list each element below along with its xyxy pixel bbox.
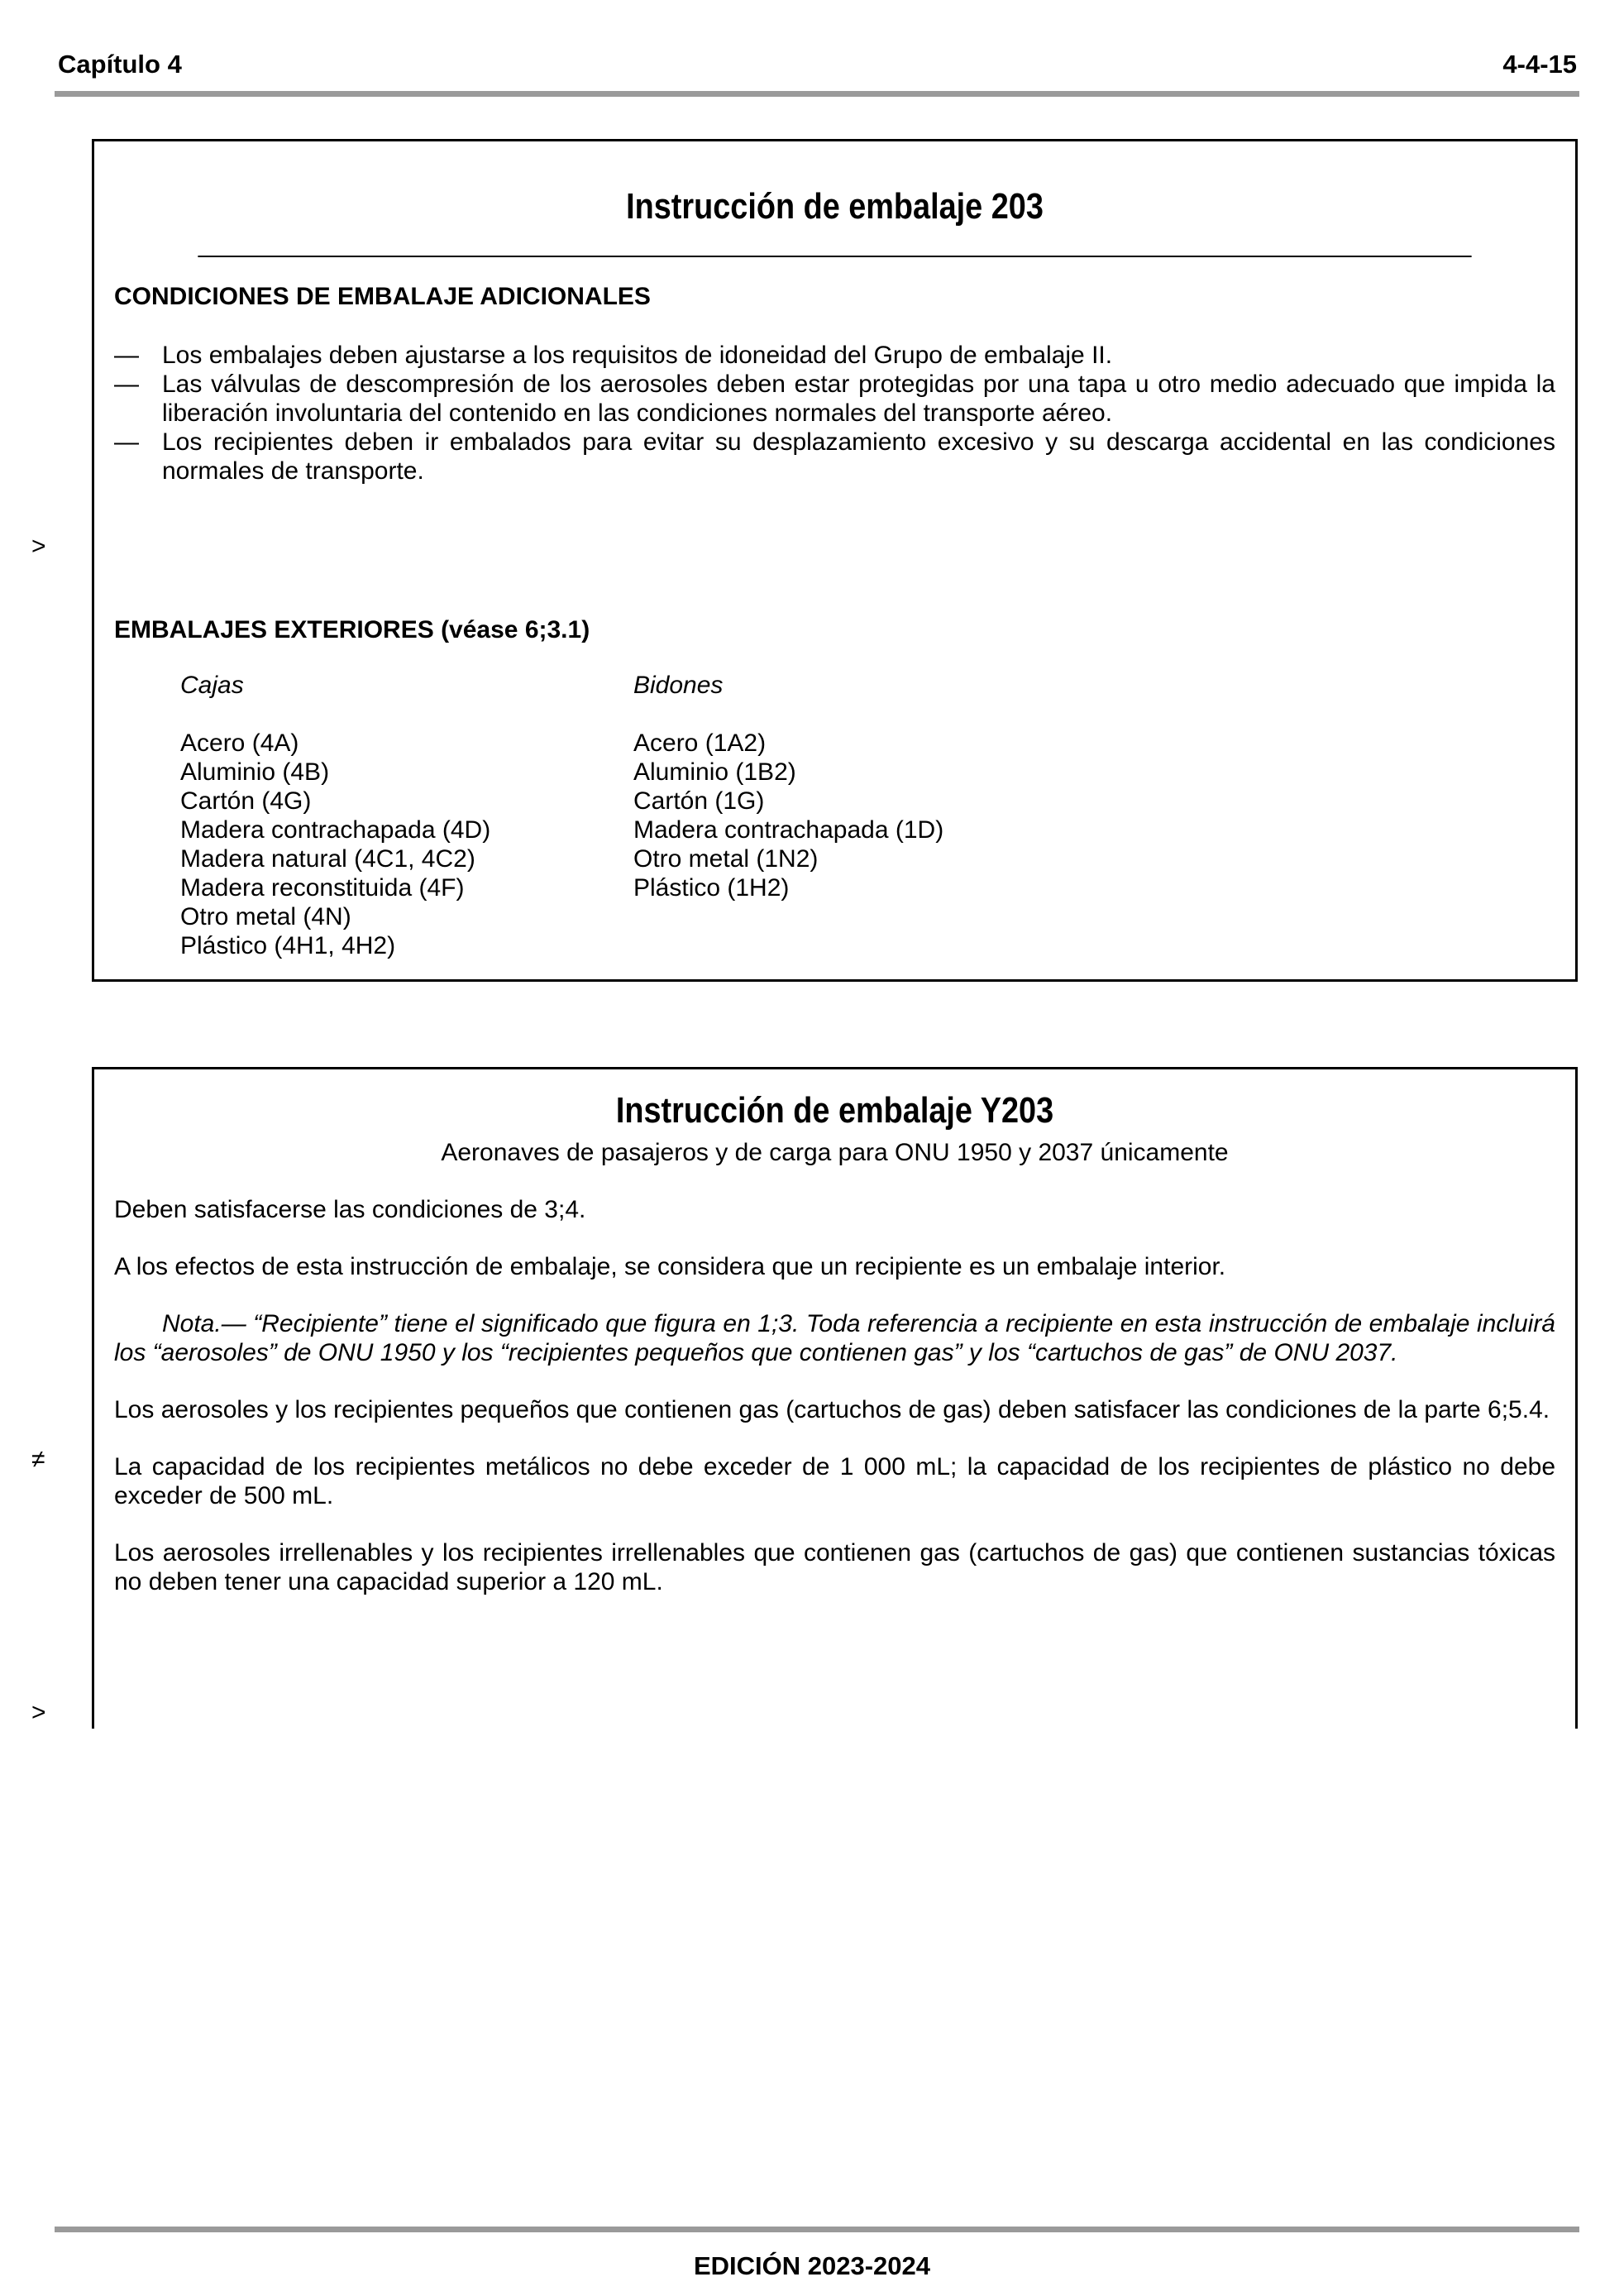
list-item: Madera natural (4C1, 4C2) [180,845,475,873]
packing-instruction-203 [92,139,1578,982]
list-item: Acero (1A2) [633,729,767,757]
boxes-column [180,671,633,960]
list-item: Plástico (4H1, 4H2) [180,932,396,959]
revision-mark: > [31,533,46,560]
list-item [114,341,1555,370]
pi203-content [94,282,1575,960]
list-item: Plástico (1H2) [633,874,790,902]
list-item: Otro metal (1N2) [633,845,819,873]
dash-marker: — [114,342,139,369]
boxes-heading: Cajas [180,672,244,699]
chapter-label: Capítulo 4 [58,50,182,79]
piY203-subtitle: Aeronaves de pasajeros y de carga para ONU 1950 y 2037 únicamente [441,1139,1229,1166]
additional-conditions-list [114,341,1555,486]
edition-footer: EDICIÓN 2023-2024 [693,2251,931,2280]
paragraph: Los aerosoles y los recipientes pequeños que contienen gas (cartuchos de gas) deben satisfacer las condiciones de la parte 6;5.4. [114,1396,1550,1423]
outer-packagings-heading: EMBALAJES EXTERIORES (véase 6;3.1) [114,616,590,643]
packing-instruction-y203 [92,1067,1578,1729]
piY203-content [94,1195,1575,1596]
list-item: Acero (4A) [180,729,299,757]
paragraph: Los aerosoles irrellenables y los recipientes irrellenables que contienen gas (cartuchos de gas) que contienen sustancias tóxicas no deben tener una capacidad superior a 120 mL. [114,1539,1555,1595]
list-item-text: Los recipientes deben ir embalados para evitar su desplazamiento excesivo y su descarga accidental en las condiciones normales de transporte. [162,428,1555,485]
revision-mark: ≠ [31,1446,45,1473]
list-item: Otro metal (4N) [180,903,351,930]
paragraph: La capacidad de los recipientes metálicos no debe exceder de 1 000 mL; la capacidad de los recipientes de plástico no debe exceder de 500 mL. [114,1453,1555,1509]
list-item: Madera reconstituida (4F) [180,874,465,902]
page-number: 4-4-15 [1502,50,1577,79]
dash-marker: — [114,371,139,398]
header-rule [55,91,1579,97]
list-item: Madera contrachapada (1D) [633,816,944,844]
dash-marker: — [114,428,139,456]
piY203-title: Instrucción de embalaje Y203 [615,1090,1054,1131]
footer-rule [55,2227,1579,2232]
list-item: Aluminio (1B2) [633,758,796,786]
list-item: Madera contrachapada (4D) [180,816,491,844]
note-paragraph: Nota.— “Recipiente” tiene el significado que figura en 1;3. Toda referencia a recipiente en esta instrucción de embalaje incluirá los “aerosoles” de ONU 1950 y los “recipientes pequeños que contienen gas” y los “cartuchos de gas” de ONU 2037. [114,1310,1555,1366]
additional-conditions-heading: CONDICIONES DE EMBALAJE ADICIONALES [114,283,651,310]
paragraph: A los efectos de esta instrucción de embalaje, se considera que un recipiente es un embalaje interior. [114,1253,1226,1280]
revision-mark: > [31,1699,46,1726]
list-item: Aluminio (4B) [180,758,330,786]
list-item: Cartón (4G) [180,787,312,815]
outer-packagings-columns [180,671,1555,960]
paragraph: Deben satisfacerse las condiciones de 3;4. [114,1196,586,1223]
list-item-text: Los embalajes deben ajustarse a los requisitos de idoneidad del Grupo de embalaje II. [162,342,1113,369]
pi203-title: Instrucción de embalaje 203 [198,141,1471,257]
drums-heading: Bidones [633,672,724,699]
list-item: Cartón (1G) [633,787,765,815]
list-item [114,370,1555,428]
drums-column [633,671,1087,960]
list-item [114,428,1555,486]
list-item-text: Las válvulas de descompresión de los aerosoles deben estar protegidas por una tapa u otro medio adecuado que impida la liberación involuntaria del contenido en las condiciones normales del transporte aéreo. [162,371,1555,427]
